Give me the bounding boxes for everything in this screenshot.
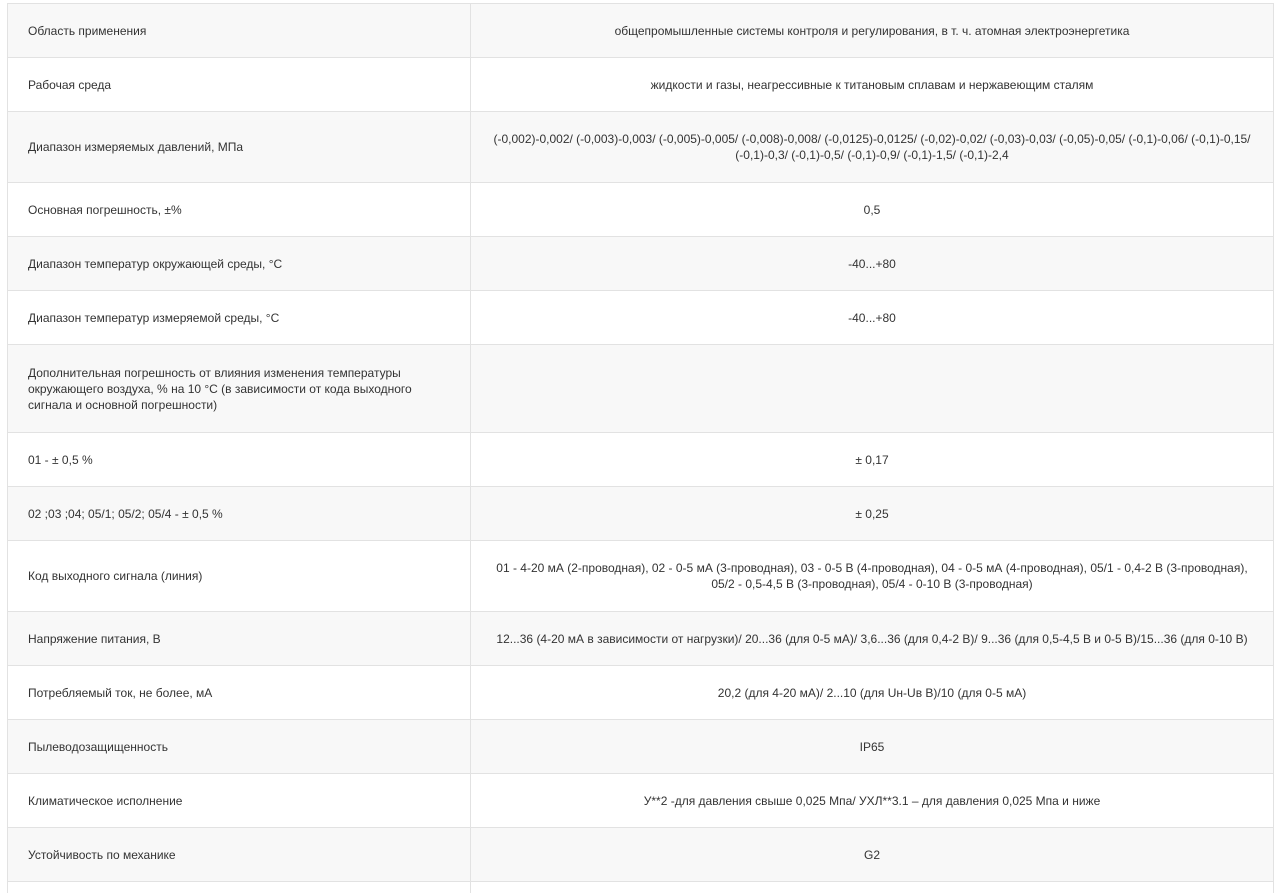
table-row-ingress-protection (8, 720, 1274, 774)
specifications-table (7, 3, 1274, 893)
row-label: Дополнительная погрешность от влияния изменения температуры окружающего воздуха, % на 10 °С (в зависимости от кода выходного сигнала и основной погрешности) (8, 345, 471, 433)
row-label (8, 882, 471, 893)
table-row-additional-error (8, 345, 1274, 433)
row-value: 01 - 4-20 мА (2-проводная), 02 - 0-5 мА (3-проводная), 03 - 0-5 В (4-проводная), 04 - 0-5 мА (4-проводная), 05/1 - 0,4-2 В (3-проводная), 05/2 - 0,5-4,5 В (3-проводная), 05/4 - 0-10 В (3-проводная) (471, 541, 1274, 612)
row-label: Устойчивость по механике (8, 828, 471, 882)
row-value: (-0,002)-0,002/ (-0,003)-0,003/ (-0,005)-0,005/ (-0,008)-0,008/ (-0,0125)-0,0125/ (-0,02)-0,02/ (-0,03)-0,03/ (-0,05)-0,05/ (-0,1)-0,06/ (-0,1)-0,15/ (-0,1)-0,3/ (-0,1)-0,5/ (-0,1)-0,9/ (-0,1)-1,5/ (-0,1)-2,4 (471, 112, 1274, 183)
row-value: 12...36 (4-20 мА в зависимости от нагрузки)/ 20...36 (для 0-5 мА)/ 3,6...36 (для 0,4-2 В)/ 9...36 (для 0,5-4,5 В и 0-5 В)/15...36 (для 0-10 В) (471, 612, 1274, 666)
table-row-error-code-01 (8, 433, 1274, 487)
row-label: Напряжение питания, В (8, 612, 471, 666)
table-row-climatic-version (8, 774, 1274, 828)
row-label: Область применения (8, 4, 471, 58)
row-label: 02 ;03 ;04; 05/1; 05/2; 05/4 - ± 0,5 % (8, 487, 471, 541)
row-label: Диапазон измеряемых давлений, МПа (8, 112, 471, 183)
table-row-current-consumption (8, 666, 1274, 720)
table-row-basic-error (8, 183, 1274, 237)
row-value: жидкости и газы, неагрессивные к титановым сплавам и нержавеющим сталям (471, 58, 1274, 112)
row-value: -40...+80 (471, 237, 1274, 291)
row-value: ± 0,17 (471, 433, 1274, 487)
row-label: Основная погрешность, ±% (8, 183, 471, 237)
table-row-ambient-temperature (8, 237, 1274, 291)
row-value: 20,2 (для 4-20 мА)/ 2...10 (для Uн-Uв В)/10 (для 0-5 мА) (471, 666, 1274, 720)
row-value: общепромышленные системы контроля и регулирования, в т. ч. атомная электроэнергетика (471, 4, 1274, 58)
row-label: Пылеводозащищенность (8, 720, 471, 774)
row-value: У**2 -для давления свыше 0,025 Мпа/ УХЛ**3.1 – для давления 0,025 Мпа и ниже (471, 774, 1274, 828)
table-row-pressure-range (8, 112, 1274, 183)
table-row-mechanical-resistance (8, 828, 1274, 882)
row-value: IP65 (471, 720, 1274, 774)
row-value: 0,5 (471, 183, 1274, 237)
table-row-application (8, 4, 1274, 58)
row-label: Диапазон температур окружающей среды, °С (8, 237, 471, 291)
row-label: Потребляемый ток, не более, мА (8, 666, 471, 720)
row-label: Диапазон температур измеряемой среды, °С (8, 291, 471, 345)
table-row-medium-temperature (8, 291, 1274, 345)
row-label: Код выходного сигнала (линия) (8, 541, 471, 612)
table-row-working-medium (8, 58, 1274, 112)
table-row-supply-voltage (8, 612, 1274, 666)
table-row-partial (8, 882, 1274, 893)
table-row-error-code-02-05 (8, 487, 1274, 541)
row-value: G2 (471, 828, 1274, 882)
table-row-output-signal-code (8, 541, 1274, 612)
row-value: -40...+80 (471, 291, 1274, 345)
row-label: Климатическое исполнение (8, 774, 471, 828)
row-label: Рабочая среда (8, 58, 471, 112)
row-value (471, 345, 1274, 433)
row-value (471, 882, 1274, 893)
row-value: ± 0,25 (471, 487, 1274, 541)
row-label: 01 - ± 0,5 % (8, 433, 471, 487)
